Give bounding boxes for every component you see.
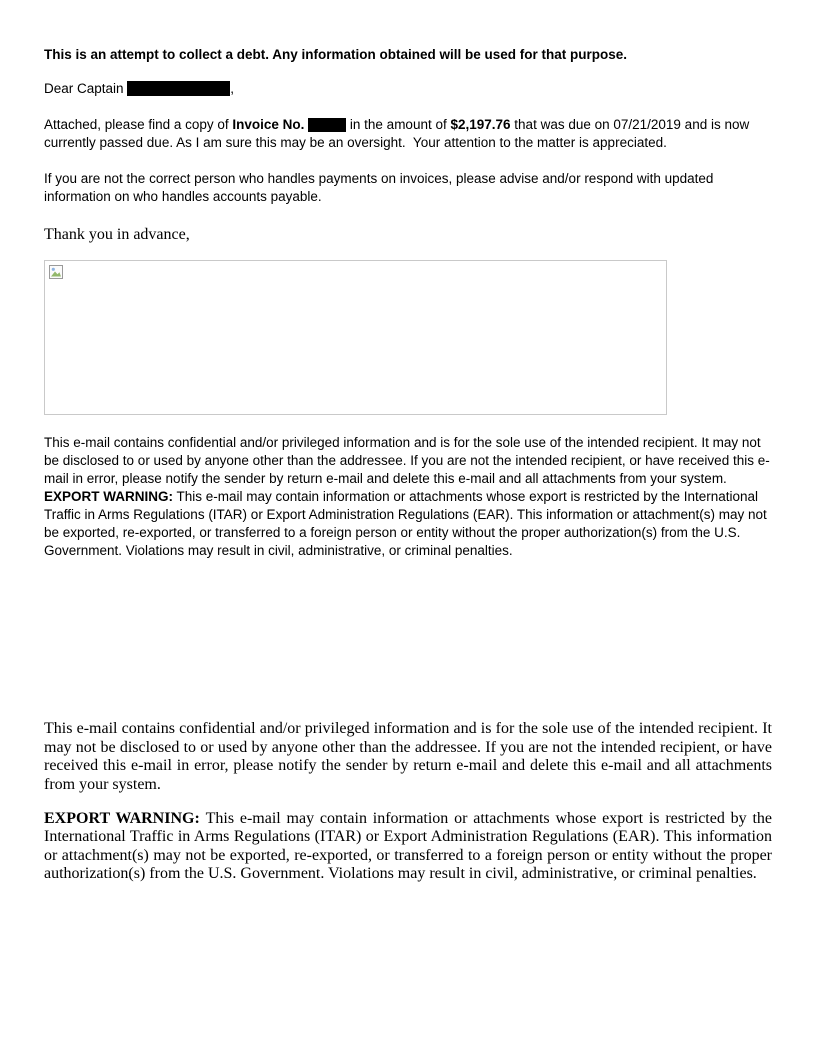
export-warning-text-sans: This e-mail may contain information or attachments whose export is restricted by the International Traffic in Arms Regulations (ITAR) or Export Administration Regulations (EAR). This information or attachment(s) may not be exported, re-exported, or transferred to a foreign person or entity without the proper authorization(s) from the U.S. Government. Violations may result in civil, administrative, or criminal penalties. xyxy=(44,489,767,559)
invoice-number-redaction-box xyxy=(308,118,346,132)
invoice-paragraph-text-2: in the amount of xyxy=(346,117,451,132)
closing-line: Thank you in advance, xyxy=(44,226,190,243)
export-warning-paragraph-serif xyxy=(44,810,772,884)
salutation-prefix: Dear Captain xyxy=(44,81,128,96)
confidentiality-disclaimer-sans xyxy=(44,434,772,560)
salutation-comma: , xyxy=(230,81,235,96)
invoice-paragraph-text-3: that was due on 07/21/2019 and is now currently passed due. As I am sure this may be an oversight. Your attention to the matter is appreciated. xyxy=(44,117,750,150)
invoice-paragraph-text-1: Attached, please find a copy of xyxy=(44,117,233,132)
export-warning-label-sans: EXPORT WARNING: xyxy=(44,489,174,505)
invoice-number-label: Invoice No. xyxy=(232,117,309,132)
confidentiality-disclaimer-serif: This e-mail contains confidential and/or privileged information and is for the sole use of the intended recipient. It may not be disclosed to or used by anyone other than the addressee. If you are not the intended recipient, or have received this e-mail in error, please notify the sender by return e-mail and delete this e-mail and all attachments from your system. xyxy=(44,720,772,793)
salutation-line xyxy=(44,80,772,98)
missing-image-frame xyxy=(44,260,667,415)
recipient-name-redaction-box xyxy=(127,81,230,96)
invoice-amount: $2,197.76 xyxy=(450,117,511,132)
invoice-paragraph xyxy=(44,116,772,152)
accounts-payable-paragraph: If you are not the correct person who handles payments on invoices, please advise and/or respond with updated information on who handles accounts payable. xyxy=(44,171,714,204)
debt-collection-notice: This is an attempt to collect a debt. Any information obtained will be used for that purpose. xyxy=(44,47,628,62)
export-warning-label-serif: EXPORT WARNING: xyxy=(44,810,206,828)
confidentiality-text-sans: This e-mail contains confidential and/or privileged information and is for the sole use of the intended recipient. It may not be disclosed to or used by anyone other than the addressee. If you are not the intended recipient, or have received this e-mail in error, please notify the sender by return e-mail and delete this e-mail and all attachments from your system. xyxy=(44,435,770,487)
broken-image-icon xyxy=(49,265,63,279)
export-warning-text-serif: This e-mail may contain information or attachments whose export is restricted by the International Traffic in Arms Regulations (ITAR) or Export Administration Regulations (EAR). This information or attachment(s) may not be exported, re-exported, or transferred to a foreign person or entity without the proper authorization(s) from the U.S. Government. Violations may result in civil, administrative, or criminal penalties. xyxy=(44,810,772,883)
